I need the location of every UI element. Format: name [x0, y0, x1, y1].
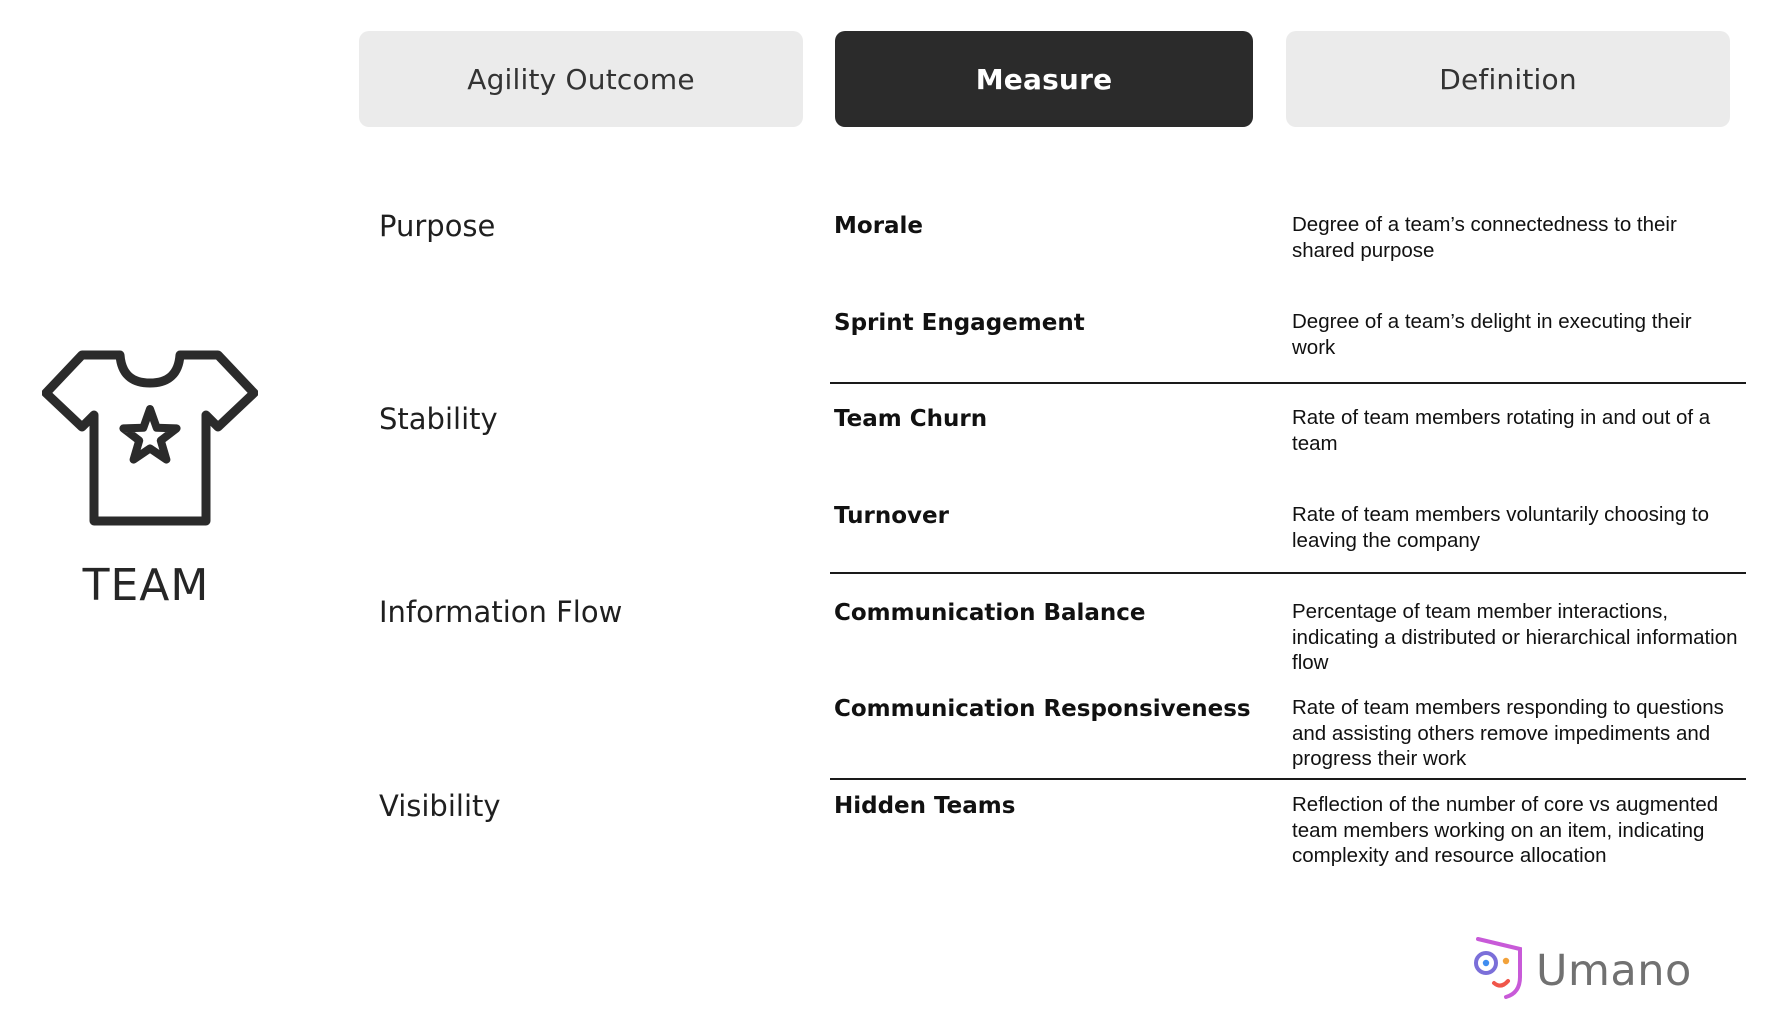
outcome-purpose: Purpose: [379, 209, 496, 243]
measure-communication-responsiveness: Communication Responsiveness: [834, 696, 1251, 722]
header-agility-outcome: Agility Outcome: [359, 31, 803, 127]
outcome-stability: Stability: [379, 402, 498, 436]
definition-morale: Degree of a team’s connectedness to their shared purpose: [1292, 213, 1677, 262]
team-label: TEAM: [82, 560, 210, 611]
definition-hidden-teams: Reflection of the number of core vs augmented team members working on an item, indicating complexity and resource allocation: [1292, 793, 1719, 867]
measure-hidden-teams: Hidden Teams: [834, 793, 1016, 819]
divider-stability-information-flow: [830, 572, 1746, 574]
header-definition: Definition: [1286, 31, 1730, 127]
outcome-information-flow: Information Flow: [379, 595, 623, 629]
header-measure: Measure: [835, 31, 1253, 127]
tshirt-star-icon: [42, 347, 258, 529]
definition-turnover: Rate of team members voluntarily choosing to leaving the company: [1292, 503, 1710, 552]
measure-team-churn: Team Churn: [834, 406, 988, 432]
measure-morale: Morale: [834, 213, 924, 239]
umano-logo-text: Umano: [1536, 946, 1692, 996]
definition-team-churn: Rate of team members rotating in and out of a team: [1292, 406, 1711, 455]
measure-sprint-engagement: Sprint Engagement: [834, 310, 1085, 336]
divider-information-flow-visibility: [830, 778, 1746, 780]
divider-purpose-stability: [830, 382, 1746, 384]
definition-communication-responsiveness: Rate of team members responding to questions and assisting others remove impediments and progress their work: [1292, 696, 1724, 770]
outcome-visibility: Visibility: [379, 789, 501, 823]
definition-communication-balance: Percentage of team member interactions, indicating a distributed or hierarchical information flow: [1292, 600, 1738, 674]
measure-turnover: Turnover: [834, 503, 949, 529]
umano-logo-icon: [1468, 935, 1524, 1001]
definition-sprint-engagement: Degree of a team’s delight in executing their work: [1292, 310, 1692, 359]
measure-communication-balance: Communication Balance: [834, 600, 1146, 626]
